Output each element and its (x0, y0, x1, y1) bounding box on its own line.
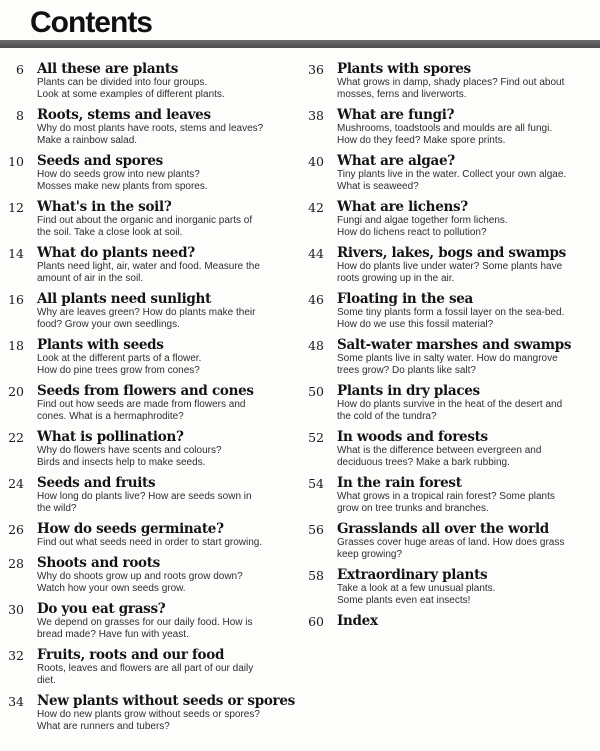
page-number: 8 (16, 108, 24, 123)
chapter-description-line: Look at some examples of different plants. (37, 89, 225, 100)
toc-entry-body (337, 522, 564, 561)
chapter-description-line: keep growing? (337, 549, 403, 560)
chapter-title: Shoots and roots (37, 555, 160, 571)
toc-entry-body (337, 292, 564, 331)
chapter-description-line: Mosses make new plants from spores. (37, 181, 208, 192)
chapter-description-line: grow on tree trunks and branches. (337, 503, 489, 514)
chapter-description-line: How do pine trees grow from cones? (37, 365, 200, 376)
contents-column-left (6, 62, 294, 740)
chapter-description-line: deciduous trees? Make a bark rubbing. (337, 457, 510, 468)
chapter-title: Roots, stems and leaves (37, 107, 211, 123)
chapter-description-line: Roots, leaves and flowers are all part of our daily (37, 663, 254, 674)
chapter-title: What are algae? (337, 153, 455, 169)
chapter-description-line: amount of air in the soil. (37, 273, 144, 284)
chapter-description-line: Make a rainbow salad. (37, 135, 138, 146)
chapter-description-line: diet. (37, 675, 56, 686)
chapter-title: Plants with spores (337, 61, 471, 77)
page-number: 28 (8, 556, 24, 571)
toc-entry (6, 648, 294, 687)
chapter-title: Do you eat grass? (37, 601, 166, 617)
toc-entry-body (37, 648, 253, 687)
toc-entry-body (37, 522, 262, 549)
toc-entry-body (337, 246, 566, 285)
toc-entry-body (37, 292, 255, 331)
chapter-description-line: Fungi and algae together form lichens. (337, 215, 508, 226)
toc-entry (306, 200, 594, 239)
page-number: 24 (8, 476, 24, 491)
toc-entry (306, 338, 594, 377)
chapter-description-line: Take a look at a few unusual plants. (337, 583, 496, 594)
chapter-description-line: cones. What is a hermaphrodite? (37, 411, 184, 422)
chapter-title: Extraordinary plants (337, 567, 488, 583)
chapter-description-line: Why do flowers have scents and colours? (37, 445, 222, 456)
toc-entry (6, 556, 294, 595)
toc-entry-body (37, 338, 201, 377)
chapter-description-line: How do new plants grow without seeds or spores? (37, 709, 260, 720)
page-number: 38 (308, 108, 324, 123)
chapter-description-line: Find out how seeds are made from flowers and (37, 399, 246, 410)
chapter-title: What are fungi? (337, 107, 455, 123)
toc-entry (306, 522, 594, 561)
page-number: 16 (8, 292, 24, 307)
chapter-description-line: What grows in a tropical rain forest? Some plants (337, 491, 555, 502)
chapter-description-line: bread made? Have fun with yeast. (37, 629, 189, 640)
chapter-description-line: Plants need light, air, water and food. Measure the (37, 261, 260, 272)
page-number: 22 (8, 430, 24, 445)
page-number: 6 (16, 62, 24, 77)
page-number: 46 (308, 292, 324, 307)
toc-entry-body (37, 602, 253, 641)
chapter-title: What is pollination? (37, 429, 184, 445)
chapter-title: All these are plants (37, 61, 179, 77)
page-number: 52 (308, 430, 324, 445)
toc-entry (6, 292, 294, 331)
chapter-title: Seeds and fruits (37, 475, 156, 491)
chapter-description-line: mosses, ferns and liverworts. (337, 89, 467, 100)
chapter-description-line: Watch how your own seeds grow. (37, 583, 186, 594)
toc-entry (306, 246, 594, 285)
toc-entry-body (337, 108, 552, 147)
page-number: 20 (8, 384, 24, 399)
toc-entry (306, 62, 594, 101)
chapter-title: Seeds from flowers and cones (37, 383, 254, 399)
page-number: 44 (308, 246, 324, 261)
chapter-title: In the rain forest (337, 475, 462, 491)
chapter-description-line: How do they feed? Make spore prints. (337, 135, 506, 146)
page-number: 42 (308, 200, 324, 215)
toc-entry-body (337, 154, 566, 193)
chapter-description-line: How do lichens react to pollution? (337, 227, 487, 238)
toc-entry (306, 568, 594, 607)
chapter-title: Floating in the sea (337, 291, 474, 307)
toc-entry (306, 476, 594, 515)
chapter-description-line: trees grow? Do plants like salt? (337, 365, 476, 376)
chapter-description-line: food? Grow your own seedlings. (37, 319, 180, 330)
toc-entry-body (337, 568, 495, 607)
page-title: Contents (30, 6, 152, 39)
toc-entry-body (337, 614, 378, 629)
page-number: 26 (8, 522, 24, 537)
toc-entry-body (337, 384, 562, 423)
toc-entry (6, 384, 294, 423)
chapter-description-line: Why do most plants have roots, stems and leaves? (37, 123, 264, 134)
toc-entry (6, 430, 294, 469)
contents-columns (0, 48, 600, 740)
chapter-description-line: Find out about the organic and inorganic parts of (37, 215, 253, 226)
toc-entry-body (37, 108, 263, 147)
chapter-description-line: Birds and insects help to make seeds. (37, 457, 206, 468)
toc-entry-body (337, 338, 571, 377)
chapter-title: Index (337, 613, 378, 629)
chapter-title: In woods and forests (337, 429, 488, 445)
page-number: 48 (308, 338, 324, 353)
toc-entry-body (37, 62, 225, 101)
chapter-description-line: the wild? (37, 503, 77, 514)
chapter-description-line: Plants can be divided into four groups. (37, 77, 208, 88)
chapter-title: Plants with seeds (37, 337, 164, 353)
toc-entry (6, 200, 294, 239)
toc-entry-body (37, 430, 222, 469)
chapter-title: Fruits, roots and our food (37, 647, 225, 663)
toc-entry-body (337, 62, 564, 101)
chapter-description-line: How long do plants live? How are seeds sown in (37, 491, 252, 502)
chapter-description-line: What are runners and tubers? (37, 721, 170, 732)
chapter-title: What's in the soil? (37, 199, 172, 215)
chapter-description-line: We depend on grasses for our daily food. How is (37, 617, 253, 628)
toc-entry (306, 430, 594, 469)
chapter-description-line: roots growing up in the air. (337, 273, 455, 284)
toc-entry (6, 62, 294, 101)
toc-entry-body (37, 246, 260, 285)
toc-entry (6, 694, 294, 733)
chapter-title: Grasslands all over the world (337, 521, 549, 537)
chapter-description-line: Some plants even eat insects! (337, 595, 471, 606)
page-number: 32 (8, 648, 24, 663)
toc-entry-body (337, 430, 541, 469)
toc-entry-body (337, 200, 508, 239)
chapter-description-line: the soil. Take a close look at soil. (37, 227, 183, 238)
chapter-title: All plants need sunlight (37, 291, 212, 307)
chapter-description-line: What is the difference between evergreen and (337, 445, 542, 456)
toc-entry-body (37, 384, 254, 423)
page-number: 18 (8, 338, 24, 353)
chapter-description-line: What grows in damp, shady places? Find out about (337, 77, 565, 88)
toc-entry (6, 338, 294, 377)
chapter-description-line: Find out what seeds need in order to start growing. (37, 537, 263, 548)
toc-entry-body (37, 556, 243, 595)
chapter-description-line: the cold of the tundra? (337, 411, 437, 422)
page-number: 50 (308, 384, 324, 399)
page-number: 58 (308, 568, 324, 583)
chapter-title: New plants without seeds or spores (37, 693, 295, 709)
toc-entry (6, 602, 294, 641)
chapter-title: What do plants need? (37, 245, 195, 261)
page-number: 12 (8, 200, 24, 215)
chapter-title: Seeds and spores (37, 153, 163, 169)
chapter-description-line: How do plants survive in the heat of the desert and (337, 399, 563, 410)
chapter-title: Plants in dry places (337, 383, 480, 399)
chapter-description-line: How do seeds grow into new plants? (37, 169, 200, 180)
toc-entry (306, 108, 594, 147)
chapter-description-line: Why do shoots grow up and roots grow down? (37, 571, 243, 582)
chapter-title: What are lichens? (337, 199, 468, 215)
chapter-description-line: Tiny plants live in the water. Collect your own algae. (337, 169, 567, 180)
chapter-description-line: What is seaweed? (337, 181, 419, 192)
chapter-description-line: Grasses cover huge areas of land. How does grass (337, 537, 565, 548)
toc-entry (6, 476, 294, 515)
toc-entry (306, 384, 594, 423)
toc-entry (306, 154, 594, 193)
page-number: 56 (308, 522, 324, 537)
page-number: 34 (8, 694, 24, 709)
toc-entry-body (37, 476, 252, 515)
page-number: 54 (308, 476, 324, 491)
chapter-description-line: Some tiny plants form a fossil layer on the sea-bed. (337, 307, 565, 318)
toc-entry-body (37, 694, 294, 733)
toc-entry-body (37, 154, 208, 193)
chapter-description-line: How do plants live under water? Some plants have (337, 261, 563, 272)
page-number: 14 (8, 246, 24, 261)
chapter-description-line: Mushrooms, toadstools and moulds are all fungi. (337, 123, 553, 134)
toc-entry (6, 154, 294, 193)
page-header (0, 0, 600, 39)
contents-column-right (306, 62, 594, 740)
header-rule (0, 40, 600, 48)
toc-entry-body (337, 476, 555, 515)
chapter-description-line: Some plants live in salty water. How do mangrove (337, 353, 558, 364)
chapter-description-line: How do we use this fossil material? (337, 319, 494, 330)
page-number: 40 (308, 154, 324, 169)
toc-entry (306, 614, 594, 629)
toc-entry-body (37, 200, 252, 239)
toc-entry (6, 522, 294, 549)
page-number: 36 (308, 62, 324, 77)
page-number: 30 (8, 602, 24, 617)
page-number: 10 (8, 154, 24, 169)
toc-entry (6, 246, 294, 285)
chapter-description-line: Why are leaves green? How do plants make their (37, 307, 256, 318)
toc-entry (306, 292, 594, 331)
chapter-title: How do seeds germinate? (37, 521, 224, 537)
chapter-title: Rivers, lakes, bogs and swamps (337, 245, 566, 261)
chapter-description-line: Look at the different parts of a flower. (37, 353, 202, 364)
toc-entry (6, 108, 294, 147)
page-number: 60 (308, 614, 324, 629)
chapter-title: Salt-water marshes and swamps (337, 337, 572, 353)
